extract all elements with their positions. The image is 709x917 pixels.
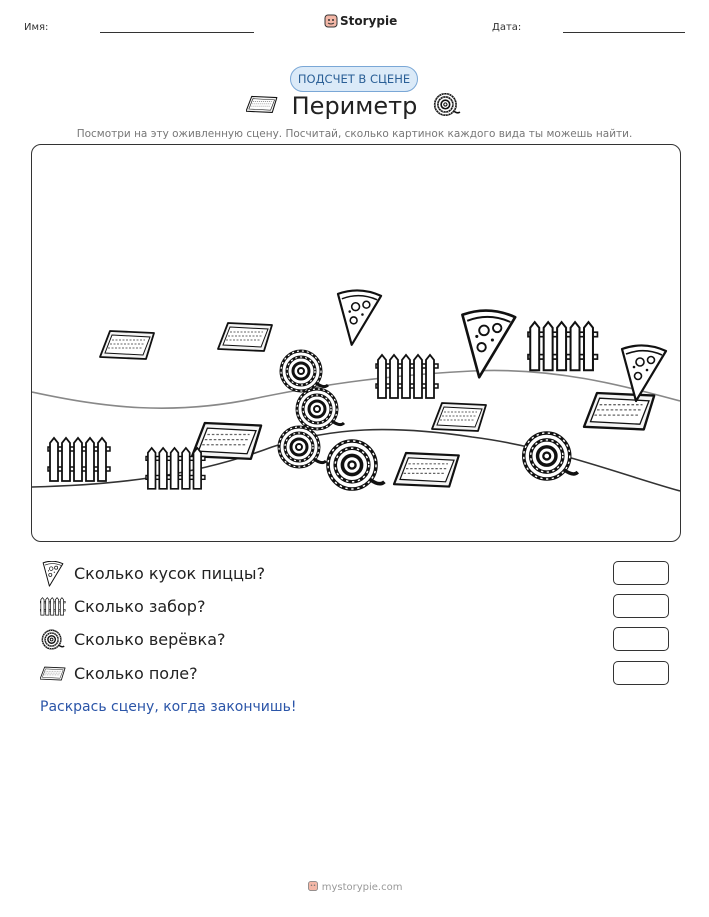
question-text: Сколько поле?: [74, 664, 198, 683]
field-icon: [394, 453, 459, 487]
pizza-slice-icon: [40, 561, 66, 587]
answer-box[interactable]: [613, 594, 669, 618]
answer-box[interactable]: [613, 627, 669, 651]
field-icon: [192, 423, 261, 459]
field-icon: [100, 331, 154, 359]
fence-icon: [376, 355, 438, 398]
name-line[interactable]: [100, 32, 254, 33]
scene-illustration: [32, 145, 680, 541]
storypie-mascot-icon: [307, 880, 319, 892]
footer-url[interactable]: mystorypie.com: [321, 882, 403, 893]
question-text: Сколько забор?: [74, 597, 206, 616]
question-row: [40, 661, 680, 687]
brand-logo: [324, 12, 398, 32]
fence-icon: [40, 594, 66, 620]
field-icon: [40, 661, 66, 687]
pizza-slice-icon: [622, 345, 666, 401]
question-text: Сколько кусок пиццы?: [74, 564, 266, 583]
rope-coil-icon: [328, 441, 384, 489]
rope-coil-icon: [524, 433, 578, 479]
rope-coil-icon: [281, 351, 328, 391]
pizza-slice-icon: [462, 311, 515, 378]
pizza-slice-icon: [338, 290, 381, 344]
counting-scene: [31, 144, 681, 542]
answer-box[interactable]: [613, 661, 669, 685]
question-row: [40, 561, 680, 587]
worksheet-type-badge: ПОДСЧЕТ В СЦЕНЕ: [290, 66, 418, 92]
question-row: [40, 594, 680, 620]
finish-note: Раскрась сцену, когда закончишь!: [40, 699, 297, 715]
date-line[interactable]: [563, 32, 685, 33]
field-icon: [218, 323, 272, 351]
storypie-mascot-icon: [324, 13, 338, 29]
instructions-text: Посмотри на эту оживленную сцену. Посчитай, сколько картинок каждого вида ты можешь найти.: [76, 128, 633, 140]
fence-icon: [528, 322, 597, 370]
fence-icon: [48, 438, 110, 481]
rope-coil-icon: [297, 389, 344, 429]
brand-name: Storypie: [340, 14, 398, 28]
question-row: [40, 627, 680, 653]
rope-coil-icon: [279, 427, 326, 467]
fence-icon: [146, 448, 205, 489]
page-title: Периметр: [291, 92, 418, 120]
question-text: Сколько верёвка?: [74, 630, 226, 649]
field-icon: [584, 393, 654, 429]
field-icon: [432, 403, 486, 431]
date-label: Дата:: [492, 22, 522, 33]
answer-box[interactable]: [613, 561, 669, 585]
footer: [0, 880, 709, 893]
name-label: Имя:: [24, 22, 49, 33]
rope-coil-icon: [40, 627, 66, 653]
rope-coil-icon: [432, 93, 462, 117]
